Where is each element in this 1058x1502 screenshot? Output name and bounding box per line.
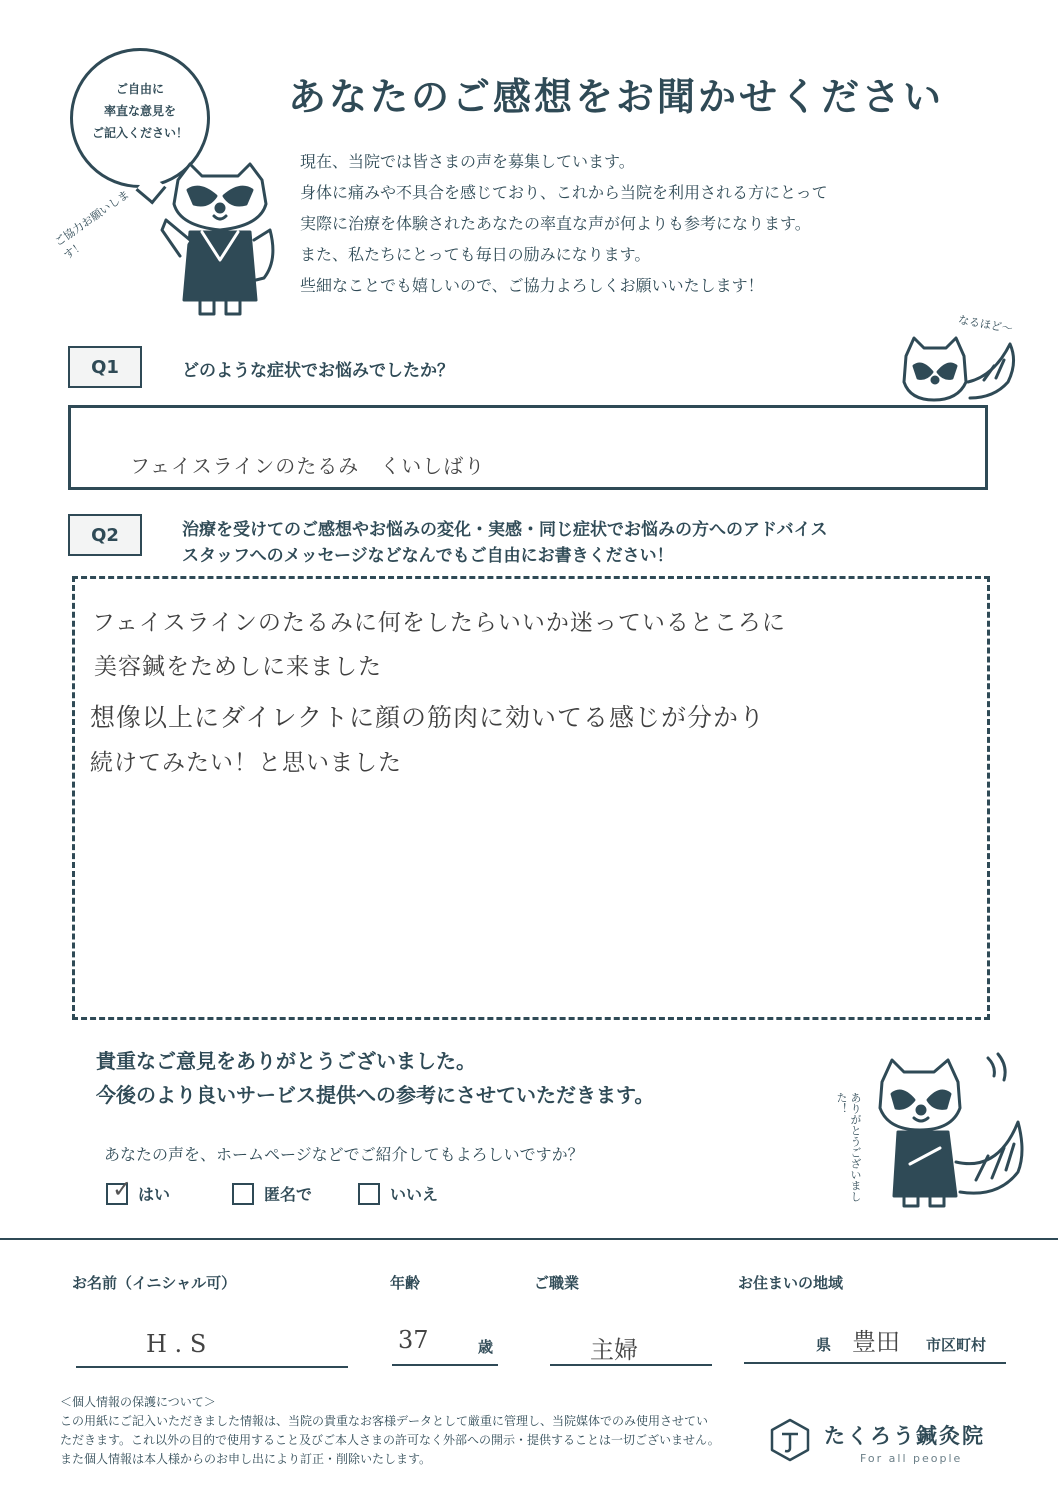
q1-question: どのような症状でお悩みでしたか？ — [182, 361, 454, 381]
option-no-label: いいえ — [390, 1185, 439, 1204]
intro-line: 現在、当院では皆さまの声を募集しています。 — [300, 152, 635, 171]
prefecture-unit: 県 — [816, 1336, 832, 1354]
area-value: 豊田 — [852, 1328, 900, 1356]
speech-bubble-text — [78, 78, 202, 144]
q1-label: Q1 — [68, 346, 142, 388]
age-label: 年齢 — [390, 1274, 421, 1292]
privacy-heading: ＜個人情報の保護について＞ — [60, 1395, 216, 1409]
bubble-line: ご自由に — [115, 82, 164, 96]
bubble-line: ご記入ください！ — [91, 126, 188, 140]
q2-question-line2: スタッフへのメッセージなどなんでもご自由にお書きください！ — [182, 546, 674, 566]
q1-mascot-note: なるほど〜 — [957, 313, 1014, 336]
intro-line: 実際に治療を体験されたあなたの率直な声が何よりも参考になります。 — [300, 214, 811, 233]
intro-line: 些細なことでも嬉しいので、ご協力よろしくお願いいたします！ — [300, 276, 764, 295]
privacy-line: また個人情報は本人様からのお申し出により訂正・削除いたします。 — [60, 1452, 432, 1466]
q2-answer-box[interactable] — [72, 576, 990, 1020]
thanks-line: 今後のより良いサービス提供への参考にさせていただきます。 — [96, 1083, 655, 1107]
area-field-line[interactable] — [744, 1362, 1006, 1364]
intro-line: また、私たちにとっても毎日の励みになります。 — [300, 245, 651, 264]
name-value: H . S — [146, 1330, 207, 1358]
area-label: お住まいの地域 — [738, 1274, 844, 1292]
privacy-line: ただきます。これ以外の目的で使用すること及びご本人さまの許可なく外部への開示・提供することは一切ございません。 — [60, 1433, 720, 1447]
q2-answer-line: 続けてみたい！と思いました — [90, 750, 402, 776]
section-divider — [0, 1238, 1058, 1240]
checkbox-yes[interactable] — [106, 1174, 133, 1205]
q2-question-line1: 治療を受けてのご感想やお悩みの変化・実感・同じ症状でお悩みの方へのアドバイス — [182, 520, 828, 540]
q2-answer-line: 想像以上にダイレクトに顔の筋肉に効いてる感じが分かり — [90, 703, 766, 732]
name-field-line[interactable] — [76, 1366, 348, 1368]
checkmark-icon: ✓ — [112, 1174, 133, 1203]
clinic-tagline: For all people — [860, 1452, 963, 1465]
option-yes[interactable] — [106, 1174, 171, 1205]
privacy-line: この用紙にご記入いただきました情報は、当院の貴重なお客様データとして厳重に管理し、当院媒体でのみ使用させてい — [60, 1414, 709, 1428]
bubble-line: 率直な意見を — [103, 104, 176, 118]
option-yes-label: はい — [138, 1185, 171, 1204]
job-field-line[interactable] — [550, 1364, 712, 1366]
bowing-raccoon-illustration — [868, 1052, 1028, 1210]
q2-answer-line: 美容鍼をためしに来ました — [94, 654, 382, 680]
clinic-name: たくろう鍼灸院 — [824, 1424, 985, 1448]
q2-label: Q2 — [68, 514, 142, 556]
privacy-notice — [60, 1393, 760, 1469]
peeking-raccoon-illustration — [898, 332, 1018, 408]
age-unit: 歳 — [478, 1338, 494, 1356]
name-label: お名前（イニシャル可） — [72, 1274, 237, 1292]
option-anonymous[interactable] — [232, 1182, 312, 1205]
job-label: ご職業 — [534, 1274, 580, 1292]
age-value: 37 — [398, 1326, 429, 1354]
checkbox-anonymous[interactable] — [232, 1183, 254, 1205]
city-unit: 市区町村 — [926, 1336, 987, 1354]
q2-answer-line: フェイスラインのたるみに何をしたらいいか迷っているところに — [92, 610, 786, 636]
q1-answer: フェイスラインのたるみ くいしばり — [130, 454, 486, 478]
side-note: ご協力お願いします！ — [52, 187, 132, 263]
option-no[interactable] — [358, 1182, 438, 1205]
checkbox-no[interactable] — [358, 1183, 380, 1205]
thanks-line: 貴重なご意見をありがとうございました。 — [96, 1049, 476, 1073]
permission-question: あなたの声を、ホームページなどでご紹介してもよろしいですか？ — [104, 1145, 584, 1164]
page-title: あなたのご感想をお聞かせください — [288, 75, 945, 119]
intro-text — [300, 146, 940, 301]
job-value: 主婦 — [590, 1336, 638, 1364]
thanks-message — [96, 1044, 654, 1112]
raccoon-mascot-illustration — [160, 160, 280, 320]
clinic-logo-icon — [768, 1418, 812, 1462]
thanks-mascot-note: ありがとうございました！ — [835, 1092, 862, 1202]
age-field-line[interactable] — [392, 1364, 498, 1366]
option-anonymous-label: 匿名で — [264, 1185, 313, 1204]
intro-line: 身体に痛みや不具合を感じており、これから当院を利用される方にとって — [300, 183, 828, 202]
